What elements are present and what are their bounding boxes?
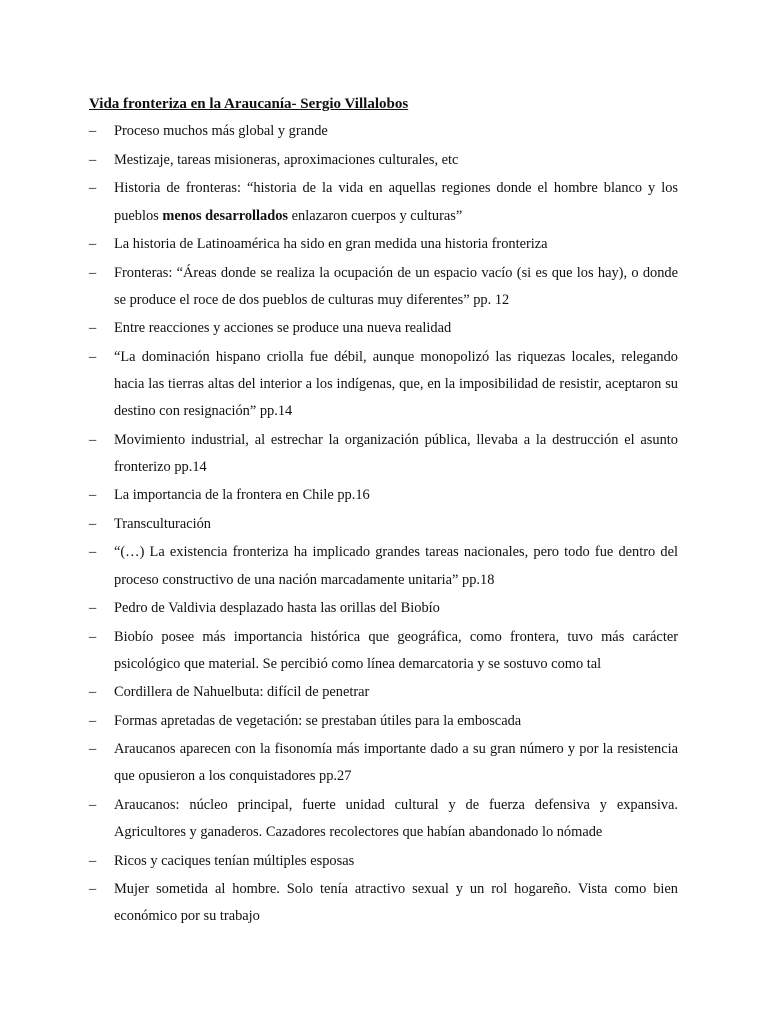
dash-bullet: – (89, 515, 97, 532)
list-item (89, 315, 678, 342)
list-item (89, 539, 678, 593)
list-item-text: Ricos y caciques tenían múltiples esposas (114, 852, 355, 869)
list-item-text: Biobío posee más importancia histórica que geográfica, como frontera, tuvo más carácter psicológico que material. Se percibió como línea demarcatoria y se sostuvo como tal (114, 628, 678, 672)
list-item-text: Formas apretadas de vegetación: se prestaban útiles para la emboscada (114, 712, 522, 729)
dash-bullet: – (89, 264, 97, 281)
list-item-text: La importancia de la frontera en Chile pp.16 (114, 487, 370, 504)
document-title: Vida fronteriza en la Araucanía- Sergio Villalobos (89, 96, 409, 112)
list-item (89, 118, 678, 145)
text-segment: enlazaron cuerpos y culturas” (288, 207, 463, 224)
list-item-text: Entre reacciones y acciones se produce una nueva realidad (114, 320, 452, 337)
list-item-text: Movimiento industrial, al estrechar la organización pública, llevaba a la destrucción el asunto fronterizo pp.14 (114, 431, 678, 475)
dash-bullet: – (89, 712, 97, 729)
dash-bullet: – (89, 123, 97, 140)
list-item (89, 147, 678, 174)
list-item (89, 427, 678, 481)
list-item-text: “(…) La existencia fronteriza ha implicado grandes tareas nacionales, pero todo fue dentro del proceso constructivo de una nación marcadamente unitaria” pp.18 (114, 544, 678, 588)
list-item-text: “La dominación hispano criolla fue débil, aunque monopolizó las riquezas locales, relegando hacia las tierras altas del interior a los indígenas, que, en la imposibilidad de resistir, aceptaron su destino con resignación” pp.14 (114, 348, 678, 420)
list-item-text: Mujer sometida al hombre. Solo tenía atractivo sexual y un rol hogareño. Vista como bien económico por su trabajo (114, 881, 678, 925)
list-item (89, 736, 678, 790)
dash-bullet: – (89, 431, 97, 448)
list-item-text: Pedro de Valdivia desplazado hasta las orillas del Biobío (114, 600, 440, 617)
dash-bullet: – (89, 544, 97, 561)
list-item-text: Proceso muchos más global y grande (114, 123, 328, 140)
list-item (89, 511, 678, 538)
dash-bullet: – (89, 348, 97, 365)
list-item (89, 260, 678, 314)
dash-bullet: – (89, 180, 97, 197)
list-item (89, 876, 678, 930)
list-item-text: La historia de Latinoamérica ha sido en gran medida una historia fronteriza (114, 236, 548, 252)
list-item-text: Araucanos: núcleo principal, fuerte unidad cultural y de fuerza defensiva y expansiva. Agricultores y ganaderos. Cazadores recolectores que habían abandonado lo nómade (114, 796, 678, 841)
dash-bullet: – (89, 628, 97, 645)
list-item (89, 231, 678, 258)
dash-bullet: – (89, 741, 97, 758)
text-segment: Historia de fronteras: “historia de la vida en aquellas regiones donde el hombre blanco y los pueblos (114, 180, 678, 224)
list-item (89, 792, 678, 846)
bold-phrase: menos desarrollados (162, 207, 289, 224)
dash-bullet: – (89, 684, 97, 701)
list-item (89, 708, 678, 735)
dash-bullet: – (89, 487, 97, 504)
list-item (89, 679, 678, 706)
dash-bullet: – (89, 236, 97, 252)
list-item (89, 482, 678, 509)
dash-bullet: – (89, 852, 97, 869)
dash-bullet: – (89, 881, 97, 898)
dash-bullet: – (89, 796, 97, 813)
list-item-text: Fronteras: “Áreas donde se realiza la ocupación de un espacio vacío (si es que los hay), o donde se produce el roce de dos pueblos de culturas muy diferentes” pp. 12 (114, 264, 678, 308)
list-item (89, 595, 678, 622)
list-item (89, 624, 678, 678)
dash-bullet: – (89, 320, 97, 337)
list-item (89, 175, 678, 229)
dash-bullet: – (89, 600, 97, 617)
dash-bullet: – (89, 151, 97, 168)
list-item-text: Mestizaje, tareas misioneras, aproximaciones culturales, etc (114, 151, 459, 168)
list-item (89, 848, 678, 875)
list-item-text: Araucanos aparecen con la fisonomía más importante dado a su gran número y por la resistencia que opusieron a los conquistadores pp.27 (114, 741, 678, 785)
list-item-text: Cordillera de Nahuelbuta: difícil de penetrar (114, 684, 370, 701)
notes-list (89, 118, 678, 930)
list-item-text: Transculturación (114, 515, 211, 532)
list-item (89, 344, 678, 426)
list-item-text (114, 180, 678, 223)
